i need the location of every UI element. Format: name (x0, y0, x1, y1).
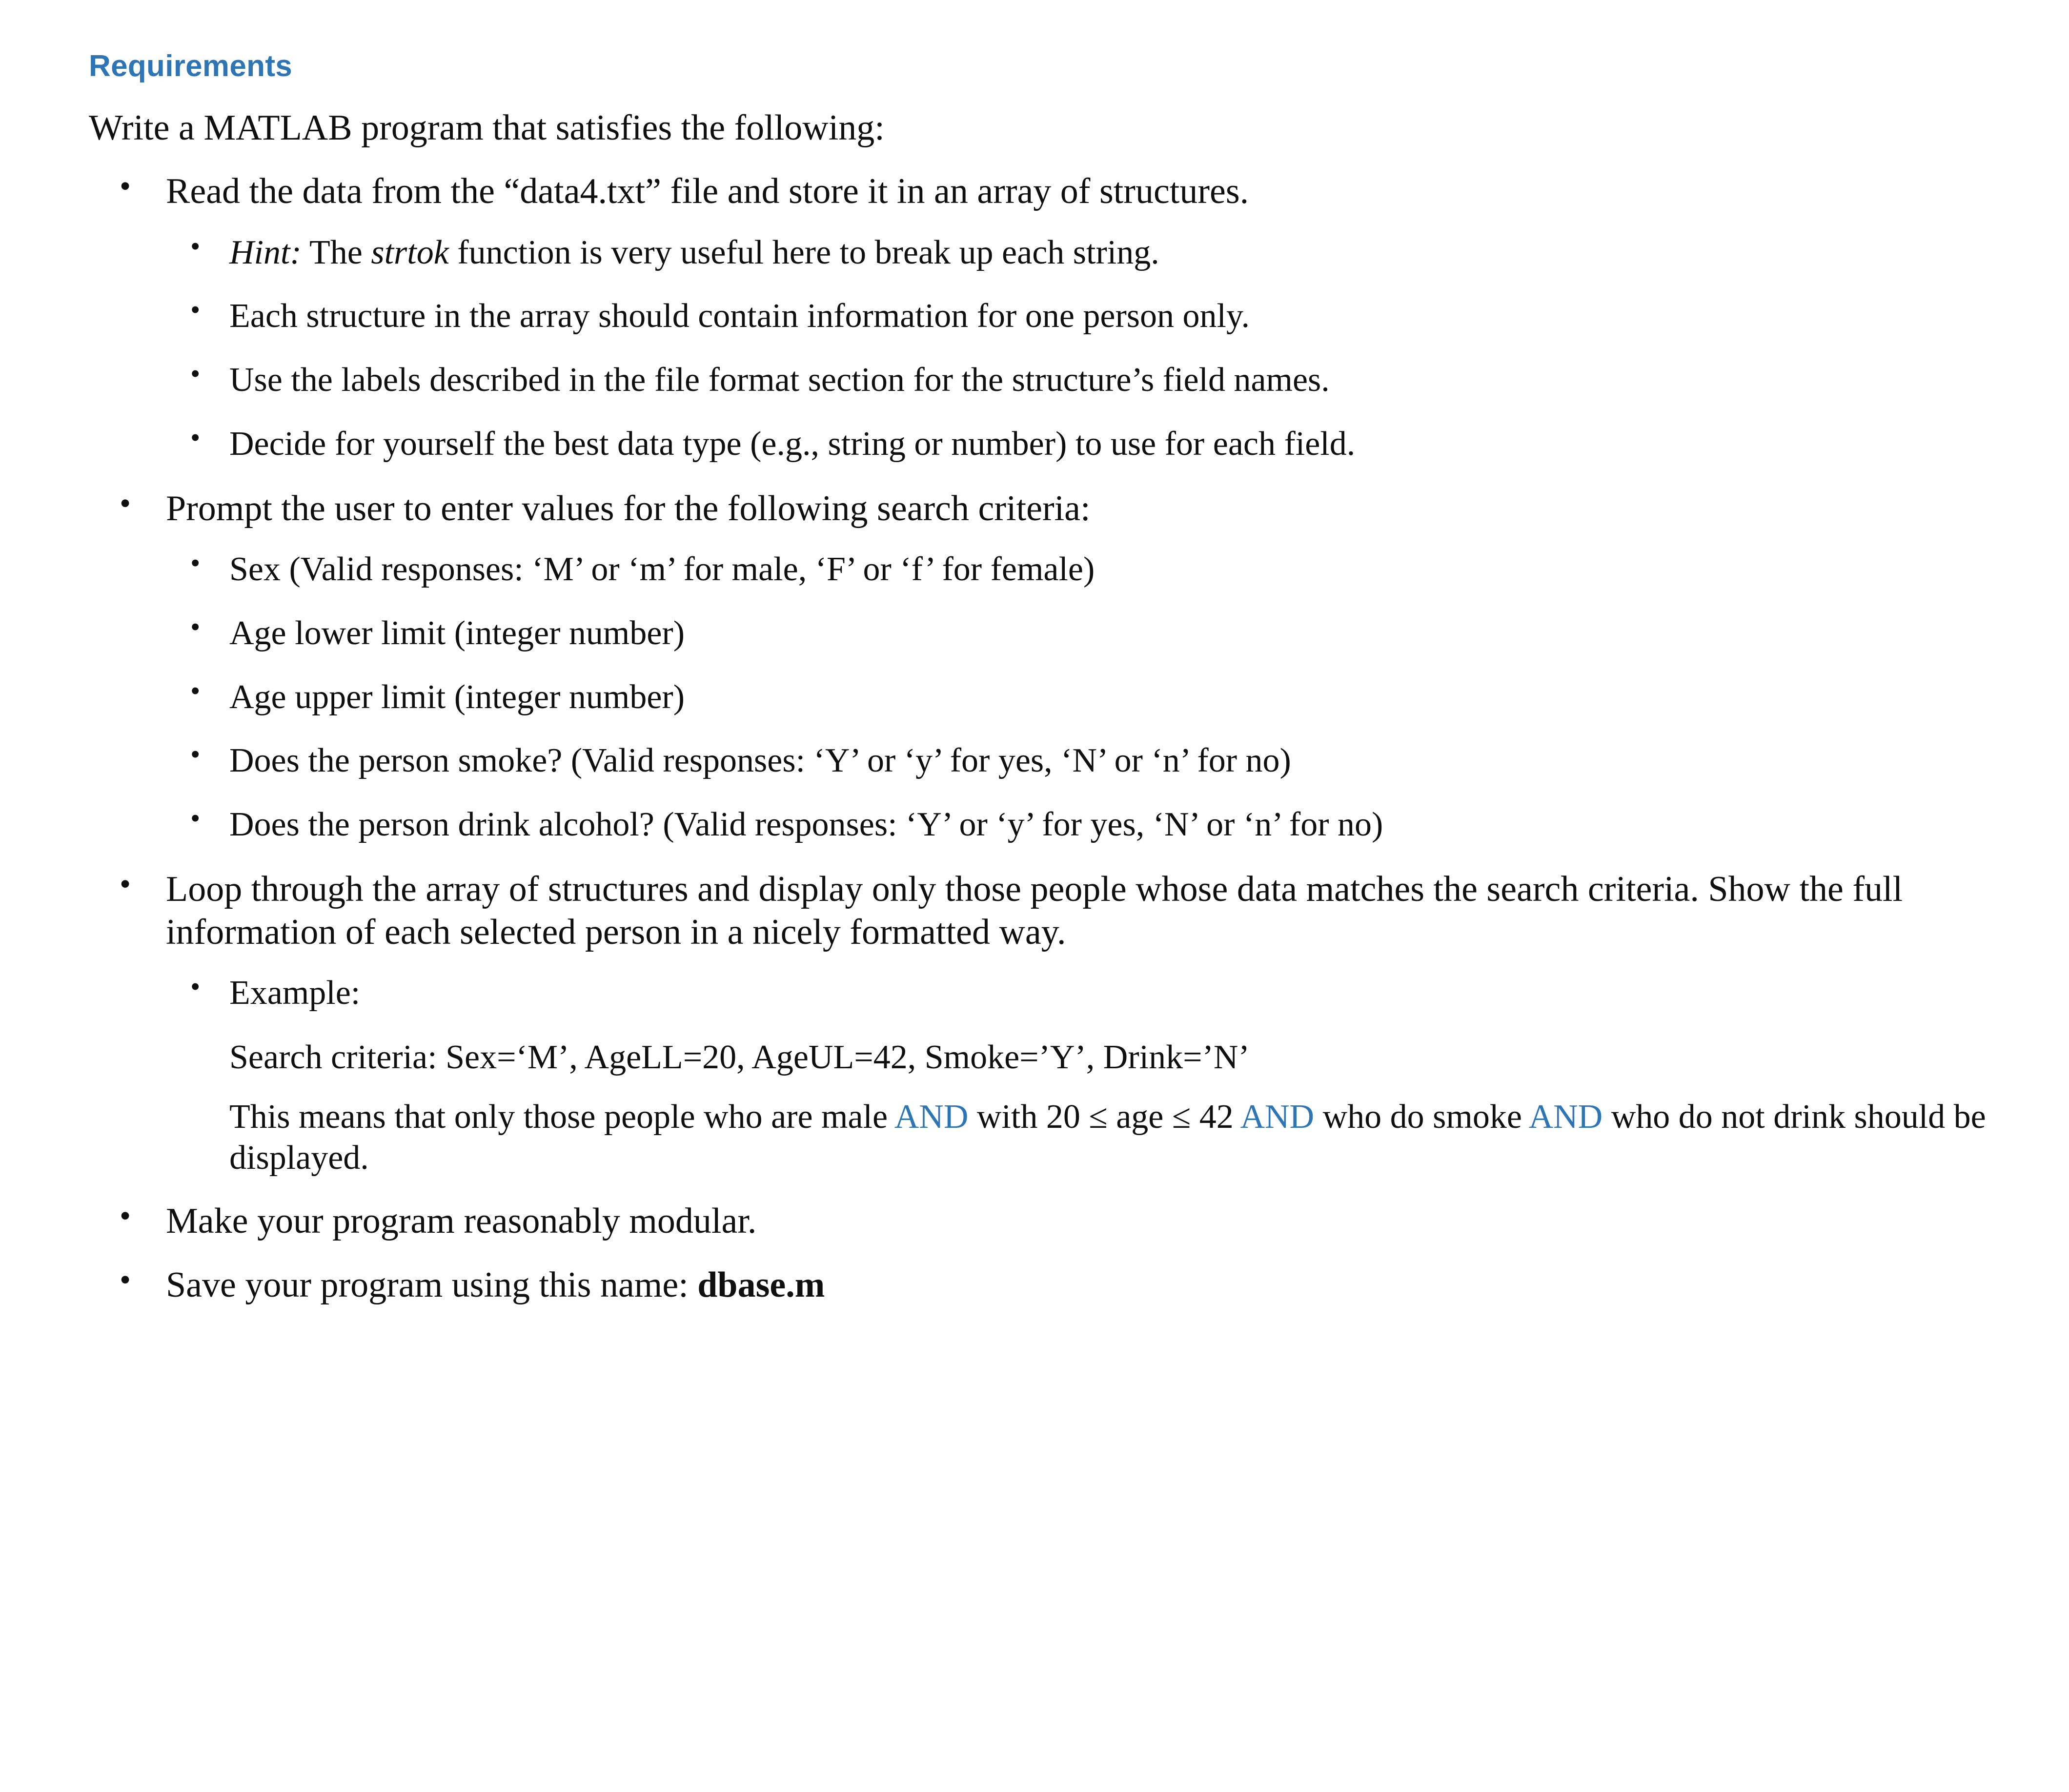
criterion-age-lower: • Age lower limit (integer number) (166, 613, 1986, 654)
hint-rest-1: The (309, 233, 363, 271)
read-data-sublist (166, 233, 1986, 464)
save-text: Save your program using this name: (166, 1264, 689, 1305)
criterion-sex: • Sex (Valid responses: ‘M’ or ‘m’ for male, ‘F’ or ‘f’ for female) (166, 550, 1986, 590)
criterion-smoke: • Does the person smoke? (Valid responses: ‘Y’ or ‘y’ for yes, ‘N’ or ‘n’ for no) (166, 741, 1986, 781)
criterion-drink: • Does the person drink alcohol? (Valid responses: ‘Y’ or ‘y’ for yes, ‘N’ or ‘n’ for no) (166, 805, 1986, 845)
example-sublist (166, 973, 1986, 1014)
hint-label: Hint: (229, 233, 302, 271)
page-heading: Requirements (89, 49, 293, 83)
criterion-age-upper: • Age upper limit (integer number) (166, 677, 1986, 718)
intro-paragraph: Write a MATLAB program that satisfies the following: (89, 108, 885, 148)
save-filename: dbase.m (697, 1264, 825, 1305)
requirement-read-data-text: Read the data from the “data4.txt” file and store it in an array of structures. (166, 171, 1249, 212)
requirement-loop-display (83, 868, 1986, 1178)
example-expl-1: This means that only those people who are male (229, 1098, 888, 1136)
example-and-3: AND (1528, 1098, 1603, 1136)
example-and-2: AND (1240, 1098, 1315, 1136)
search-criteria-list (166, 550, 1986, 845)
hint-function-name: strtok (371, 233, 449, 271)
example-and-1: AND (894, 1098, 969, 1136)
example-criteria-line: Search criteria: Sex=‘M’, AgeLL=20, AgeUL=42, Smoke=’Y’, Drink=’N’ (229, 1038, 1250, 1076)
example-label: • Example: (166, 973, 1986, 1014)
hint-rest-2: function is very useful here to break up each string. (457, 233, 1159, 271)
requirement-prompt-user-text: Prompt the user to enter values for the following search criteria: (166, 489, 1091, 529)
requirement-loop-display-text: Loop through the array of structures and display only those people whose data matches the search criteria. Show the full information of each selected person in a nicely formatted way. (166, 869, 1903, 952)
requirement-save-name (83, 1264, 1986, 1306)
example-expl-4: who do not drink should be displayed. (229, 1098, 1986, 1177)
requirement-read-data (83, 170, 1986, 464)
example-explanation (229, 1097, 1986, 1179)
sub-hint-strtok (166, 233, 1986, 273)
example-expl-2: with 20 ≤ age ≤ 42 (976, 1098, 1234, 1136)
requirements-list (83, 170, 1986, 1306)
sub-decide-type: • Decide for yourself the best data type (e.g., string or number) to use for each field. (166, 424, 1986, 465)
example-expl-3: who do smoke (1322, 1098, 1522, 1136)
requirement-modular: • Make your program reasonably modular. (83, 1200, 1986, 1242)
sub-use-labels: • Use the labels described in the file format section for the structure’s field names. (166, 360, 1986, 401)
requirement-prompt-user (83, 488, 1986, 845)
sub-each-structure: • Each structure in the array should contain information for one person only. (166, 296, 1986, 337)
